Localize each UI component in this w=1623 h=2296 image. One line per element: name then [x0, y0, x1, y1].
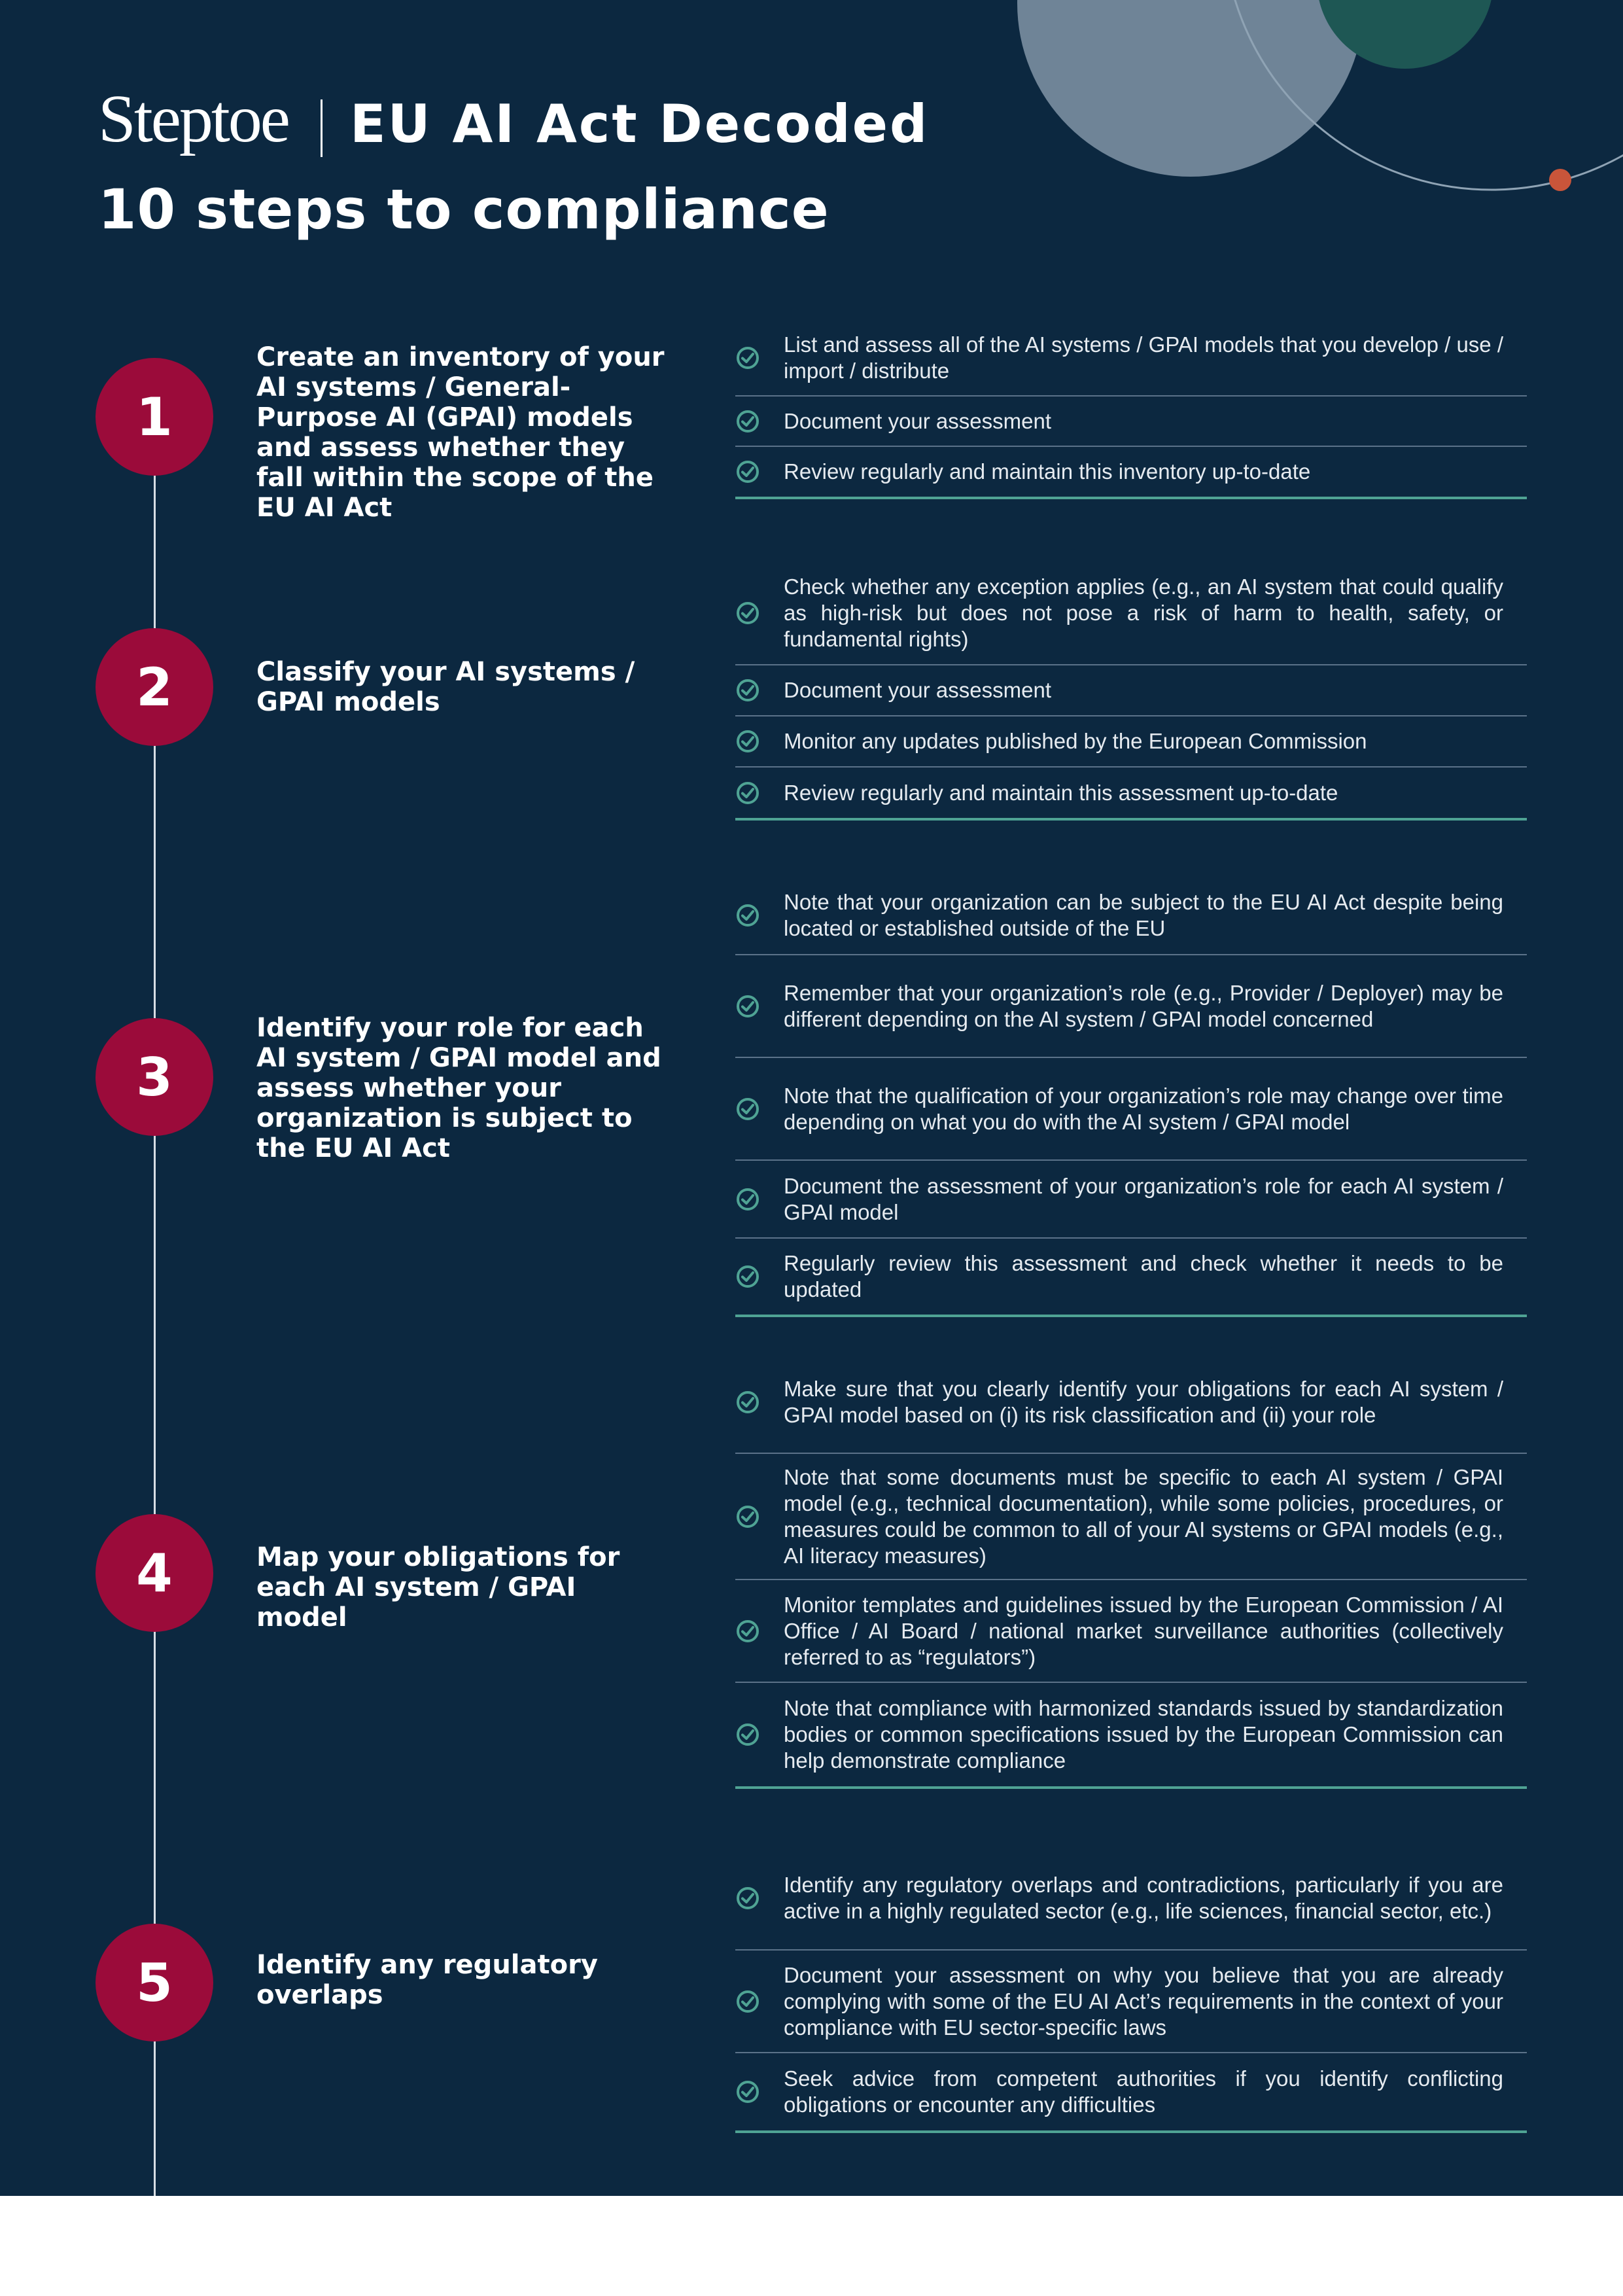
step-title: Identify any regulatory overlaps — [256, 1950, 598, 2010]
checklist-item — [735, 397, 1527, 447]
accent-dot — [1549, 169, 1571, 191]
checklist-item — [735, 561, 1527, 665]
checklist-item-text: Check whether any exception applies (e.g., an AI system that could qualify as high-risk but does not pose a risk of harm to health, safety, or fundamental rights) — [784, 574, 1503, 651]
checklist-item-text: Note that some documents must be specific to each AI system / GPAI model (e.g., technical documentation), while some policies, procedures, or measures could be common to all of your AI systems or GPAI models (e.g., AI literacy measures) — [784, 1464, 1503, 1568]
step-checklist — [735, 561, 1527, 821]
checklist-item-text: Document the assessment of your organization’s role for each AI system / GPAI model — [784, 1173, 1503, 1224]
checklist-item — [735, 1454, 1527, 1580]
step-title: Create an inventory of your AI systems / General-Purpose AI (GPAI) models and assess whether they fall within the scope of the EU AI Act — [256, 342, 665, 523]
checklist-item — [735, 716, 1527, 768]
checklist-item — [735, 1683, 1527, 1789]
checklist-item-text: Document your assessment — [784, 678, 1052, 702]
checklist-item-text: Regularly review this assessment and check whether it needs to be updated — [784, 1251, 1503, 1301]
step-checklist — [735, 321, 1527, 499]
checklist-item-text: Note that your organization can be subject to the EU AI Act despite being located or established outside of the EU — [784, 890, 1503, 940]
checklist-item-text: Remember that your organization’s role (e.g., Provider / Deployer) may be different depending on the AI system / GPAI model concerned — [784, 980, 1503, 1031]
checklist-item-text: Monitor any updates published by the European Commission — [784, 729, 1367, 753]
checklist-item-text: Document your assessment — [784, 408, 1052, 433]
step-checklist — [735, 1846, 1527, 2133]
check-circle-icon — [735, 1886, 760, 1911]
checklist-item-text: Review regularly and maintain this assessment up-to-date — [784, 780, 1338, 805]
check-circle-icon — [735, 903, 760, 928]
step-number-badge: 1 — [96, 358, 213, 476]
step-checklist — [735, 1351, 1527, 1789]
check-circle-icon — [735, 1504, 760, 1529]
check-circle-icon — [735, 2079, 760, 2104]
checklist-item-text: Monitor templates and guidelines issued by the European Commission / AI Office / AI Board / national market surveillance authorities (collectively referred to as “regulators”) — [784, 1592, 1503, 1669]
checklist-item-text: Note that compliance with harmonized standards issued by standardization bodies or common specifications issued by the European Commission can help demonstrate compliance — [784, 1696, 1503, 1773]
step-title: Classify your AI systems / GPAI models — [256, 657, 635, 717]
check-circle-icon — [735, 345, 760, 370]
checklist-item-text: Seek advice from competent authorities if you identify conflicting obligations or encounter any difficulties — [784, 2066, 1503, 2117]
checklist-item — [735, 1846, 1527, 1951]
checklist-item-text: Review regularly and maintain this inventory up-to-date — [784, 459, 1311, 484]
step-number-badge: 5 — [96, 1924, 213, 2041]
check-circle-icon — [735, 459, 760, 484]
check-circle-icon — [735, 1264, 760, 1289]
checklist-item — [735, 321, 1527, 397]
check-circle-icon — [735, 1390, 760, 1415]
check-circle-icon — [735, 601, 760, 626]
checklist-item — [735, 447, 1527, 499]
step-number-badge: 2 — [96, 628, 213, 746]
steptoe-logo: Steptoe — [98, 81, 288, 156]
check-circle-icon — [735, 729, 760, 754]
check-circle-icon — [735, 1722, 760, 1747]
checklist-item — [735, 1239, 1527, 1317]
checklist-item-text: Identify any regulatory overlaps and contradictions, particularly if you are active in a highly regulated sector (e.g., life sciences, financial sector, etc.) — [784, 1872, 1503, 1923]
checklist-item — [735, 768, 1527, 821]
page-subtitle: 10 steps to compliance — [98, 177, 829, 241]
step-checklist — [735, 877, 1527, 1317]
step-number-badge: 3 — [96, 1018, 213, 1136]
checklist-item — [735, 1161, 1527, 1239]
step-title: Map your obligations for each AI system / GPAI model — [256, 1542, 620, 1633]
checklist-item-text: Note that the qualification of your organization’s role may change over time depending on what you do with the AI system / GPAI model — [784, 1083, 1503, 1134]
check-circle-icon — [735, 1989, 760, 2014]
check-circle-icon — [735, 1187, 760, 1212]
step-title: Identify your role for each AI system / GPAI model and assess whether your organization is subject to the EU AI Act — [256, 1013, 661, 1163]
check-circle-icon — [735, 994, 760, 1019]
check-circle-icon — [735, 409, 760, 434]
checklist-item — [735, 877, 1527, 955]
checklist-item-text: Make sure that you clearly identify your obligations for each AI system / GPAI model based on (i) its risk classification and (ii) your role — [784, 1376, 1503, 1427]
checklist-item — [735, 665, 1527, 716]
checklist-item — [735, 1580, 1527, 1683]
header-divider — [321, 99, 323, 157]
checklist-item-text: Document your assessment on why you believe that you are already complying with some of the EU AI Act’s requirements in the context of your compliance with EU sector-specific laws — [784, 1962, 1503, 2040]
checklist-item — [735, 1351, 1527, 1454]
checklist-item-text: List and assess all of the AI systems / GPAI models that you develop / use / import / distribute — [784, 332, 1503, 383]
check-circle-icon — [735, 678, 760, 703]
checklist-item — [735, 1951, 1527, 2053]
document-title: EU AI Act Decoded — [350, 94, 930, 154]
checklist-item — [735, 955, 1527, 1058]
check-circle-icon — [735, 1619, 760, 1644]
large-grey-circle — [1017, 0, 1364, 177]
check-circle-icon — [735, 781, 760, 805]
checklist-item — [735, 2053, 1527, 2133]
step-number-badge: 4 — [96, 1514, 213, 1632]
checklist-item — [735, 1058, 1527, 1161]
check-circle-icon — [735, 1097, 760, 1122]
